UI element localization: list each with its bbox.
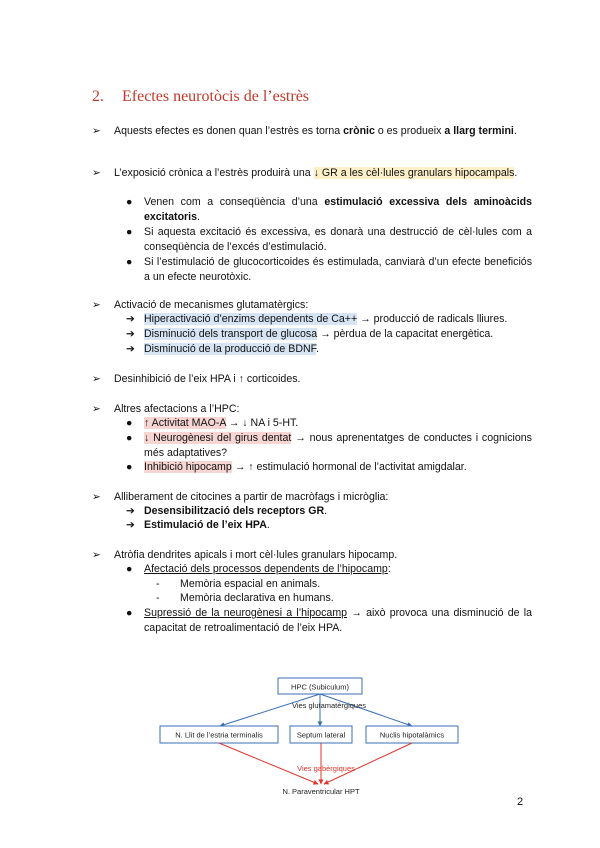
highlighted-text: Inhibició hipocamp bbox=[144, 461, 232, 473]
arrowhead-bullet-icon: ➢ bbox=[92, 403, 101, 415]
text: → pèrdua de la capacitat energètica. bbox=[317, 328, 494, 340]
highlighted-text: ↓ Neurogènesi del girus dentat bbox=[144, 432, 292, 444]
bullet-atrophy bbox=[94, 548, 532, 563]
bullet-chronic-exposure bbox=[94, 166, 532, 181]
text: Si aquesta excitació és excessiva, es donarà una destrucció de cèl·lules com a conseqüència de l’excés d’estimulació. bbox=[144, 226, 532, 253]
dot-bullet-icon: ● bbox=[126, 432, 133, 444]
highlighted-text: ↓ GR a les cèl·lules granulars hipocampals bbox=[313, 167, 515, 179]
right-arrow-icon: ➔ bbox=[126, 505, 135, 517]
bullet-chronic bbox=[94, 124, 532, 139]
underlined-text: Afectació dels processos dependents de l’hipocamp bbox=[144, 563, 388, 575]
dash-item-spatial-memory bbox=[146, 577, 526, 592]
right-arrow-icon: ➔ bbox=[126, 343, 135, 355]
arrowhead-bullet-icon: ➢ bbox=[92, 491, 101, 503]
sub-bullet-hippocampus-inhibition bbox=[126, 460, 532, 475]
bullet-hpc-effects bbox=[94, 402, 532, 417]
sub-item-hyperactivation bbox=[126, 312, 532, 327]
glutamatergic-label: Vies glutamatèrgiques bbox=[291, 701, 367, 710]
text: : bbox=[387, 563, 391, 575]
sub-bullet-excitatory bbox=[126, 195, 532, 225]
dash-item-declarative-memory bbox=[146, 591, 526, 606]
text: . bbox=[514, 167, 518, 179]
dot-bullet-icon: ● bbox=[126, 196, 133, 208]
gabaergic-label: Vies gabèrgiques bbox=[297, 764, 355, 773]
text: Desinhibició de l’eix HPA i ↑ corticoides. bbox=[114, 373, 301, 385]
arrowhead-bullet-icon: ➢ bbox=[92, 167, 101, 179]
section-number: 2. bbox=[92, 88, 104, 105]
text: . bbox=[266, 519, 270, 531]
dot-bullet-icon: ● bbox=[126, 461, 133, 473]
hpc-box-label: HPC (Subiculum) bbox=[291, 682, 349, 692]
text: → nous aprenentatges de conductes i cognicions més adaptatives? bbox=[144, 432, 532, 459]
underlined-text: Supressió de la neurogènesi a l’hipocamp bbox=[144, 607, 348, 619]
bullet-glutamatergic bbox=[94, 298, 532, 313]
sub-bullet-neurotoxic bbox=[126, 255, 532, 285]
glutamatergic-arrow-left bbox=[220, 694, 320, 726]
text: → ↑ estimulació hormonal de l’activitat amigdalar. bbox=[231, 461, 467, 473]
text: Aquests efectes es donen quan l’estrès es torna bbox=[114, 125, 344, 137]
text: . bbox=[513, 125, 517, 137]
text: . bbox=[315, 343, 319, 355]
page-number: 2 bbox=[517, 796, 524, 808]
text: o es produeix bbox=[374, 125, 445, 137]
septum-label: Septum lateral bbox=[296, 730, 346, 740]
bullet-cytokines bbox=[94, 490, 532, 505]
paraventricular-label: N. Paraventricular HPT bbox=[282, 787, 360, 796]
section-title: Efectes neurotòcis de l’estrès bbox=[122, 88, 310, 105]
bed-nucleus-label: N. Llit de l’estria terminalis bbox=[175, 730, 263, 740]
sub-item-hpa-stimulation bbox=[126, 518, 532, 533]
text: Activació de mecanismes glutamatèrgics: bbox=[114, 299, 309, 311]
highlighted-text: Disminució dels transport de glucosa bbox=[144, 328, 318, 340]
dot-bullet-icon: ● bbox=[126, 226, 133, 238]
dot-bullet-icon: ● bbox=[126, 256, 133, 268]
sub-item-bdnf bbox=[126, 342, 532, 357]
dot-bullet-icon: ● bbox=[126, 563, 133, 575]
right-arrow-icon: ➔ bbox=[126, 313, 135, 325]
arrowhead-bullet-icon: ➢ bbox=[92, 299, 101, 311]
text: L’exposició crònica a l’estrès produirà una bbox=[114, 167, 314, 179]
dot-bullet-icon: ● bbox=[126, 417, 133, 429]
section-heading bbox=[92, 88, 309, 106]
text: → ↓ NA i 5-HT. bbox=[225, 417, 299, 429]
bold-text: crònic bbox=[343, 125, 375, 137]
dash-bullet-icon: - bbox=[156, 578, 160, 590]
dot-bullet-icon: ● bbox=[126, 607, 133, 619]
sub-bullet-neurogenesis bbox=[126, 431, 532, 461]
text: Memòria declarativa en humans. bbox=[180, 592, 334, 604]
text: → això provoca una disminució de la capacitat de retroalimentació de l’eix HPA. bbox=[144, 607, 532, 634]
highlighted-text: ↑ Activitat MAO-A bbox=[144, 417, 226, 429]
text: → producció de radicals lliures. bbox=[357, 313, 508, 325]
sub-bullet-hippocampal-processes bbox=[126, 562, 532, 577]
bold-text: estimulació excessiva dels aminoàcids excitatoris bbox=[144, 196, 532, 223]
sub-bullet-destruction bbox=[126, 225, 532, 255]
arrowhead-bullet-icon: ➢ bbox=[92, 373, 101, 385]
bold-text: a llarg termini bbox=[444, 125, 514, 137]
bold-text: Estimulació de l’eix HPA bbox=[144, 519, 267, 531]
text: . bbox=[324, 505, 328, 517]
hypothalamic-label: Nuclis hipotalàmics bbox=[379, 730, 445, 740]
dash-bullet-icon: - bbox=[156, 592, 160, 604]
sub-bullet-neurogenesis-suppression bbox=[126, 606, 532, 636]
text: Alliberament de citocines a partir de macròfags i micròglia: bbox=[114, 491, 389, 503]
right-arrow-icon: ➔ bbox=[126, 328, 135, 340]
text: Si l’estimulació de glucocorticoides és estimulada, canviarà d’un efecte beneficiós a un efecte neurotòxic. bbox=[144, 256, 532, 283]
pathway-diagram bbox=[150, 670, 490, 800]
bullet-hpa-disinhibition bbox=[94, 372, 532, 387]
text: Altres afectacions a l’HPC: bbox=[114, 403, 240, 415]
sub-bullet-maoa bbox=[126, 416, 532, 431]
right-arrow-icon: ➔ bbox=[126, 519, 135, 531]
glutamatergic-arrow-right bbox=[320, 694, 412, 726]
text: Atròfia dendrites apicals i mort cèl·lules granulars hipocamp. bbox=[114, 549, 398, 561]
highlighted-text: Disminució de la producció de BDNF bbox=[144, 343, 316, 355]
arrowhead-bullet-icon: ➢ bbox=[92, 549, 101, 561]
sub-item-glucose bbox=[126, 327, 532, 342]
sub-item-gr-desensitization bbox=[126, 504, 532, 519]
text: Memòria espacial en animals. bbox=[180, 578, 321, 590]
arrowhead-bullet-icon: ➢ bbox=[92, 125, 101, 137]
text: Venen com a conseqüència d’una bbox=[144, 196, 325, 208]
bold-text: Desensibilització dels receptors GR bbox=[144, 505, 325, 517]
text: . bbox=[197, 211, 200, 223]
highlighted-text: Hiperactivació d’enzims dependents de Ca++ bbox=[144, 313, 358, 325]
